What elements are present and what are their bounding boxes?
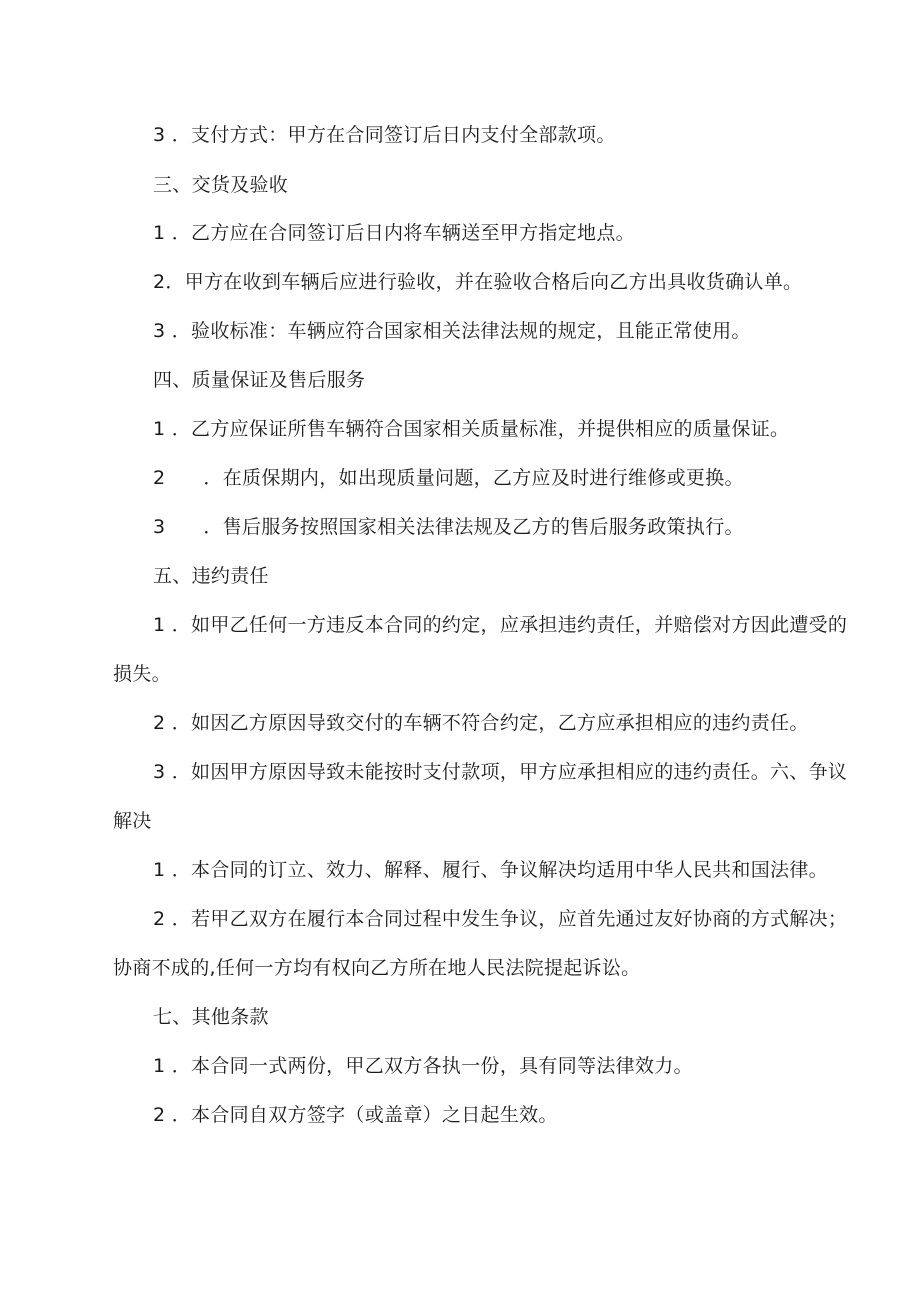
- text-line-4: 2．甲方在收到车辆后应进行验收，并在验收合格后向乙方出具收货确认单。: [153, 271, 803, 293]
- text-line-5: 3 ．验收标准：车辆应符合国家相关法律法规的规定，且能正常使用。: [153, 320, 751, 342]
- text-line-20: 1 ．本合同一式两份，甲乙双方各执一份，具有同等法律效力。: [153, 1055, 693, 1077]
- text-line-13: 2 ．如因乙方原因导致交付的车辆不符合约定，乙方应承担相应的违约责任。: [153, 712, 809, 734]
- text-line-16: 1 ．本合同的订立、效力、解释、履行、争议解决均适用中华人民共和国法律。: [153, 859, 828, 881]
- text-line-12: 损失。: [113, 663, 171, 685]
- text-line-8: 2 ．在质保期内，如出现质量问题，乙方应及时进行维修或更换。: [153, 467, 744, 489]
- section-heading-other: 七、其他条款: [153, 1006, 269, 1028]
- section-heading-delivery: 三、交货及验收: [153, 174, 289, 196]
- text-line-1: 3 ．支付方式：甲方在合同签订后日内支付全部款项。: [153, 124, 616, 146]
- text-line-7: 1 ．乙方应保证所售车辆符合国家相关质量标准，并提供相应的质量保证。: [153, 418, 790, 440]
- text-line-21: 2 ．本合同自双方签字（或盖章）之日起生效。: [153, 1104, 558, 1126]
- section-heading-quality: 四、质量保证及售后服务: [153, 369, 366, 391]
- text-line-18: 协商不成的,任何一方均有权向乙方所在地人民法院提起诉讼。: [113, 957, 641, 979]
- text-line-9: 3 ．售后服务按照国家相关法律法规及乙方的售后服务政策执行。: [153, 516, 744, 538]
- text-line-14: 3 ．如因甲方原因导致未能按时支付款项，甲方应承担相应的违约责任。六、争议: [153, 761, 848, 783]
- text-line-15: 解决: [113, 810, 152, 832]
- text-line-11: 1 ．如甲乙任何一方违反本合同的约定，应承担违约责任，并赔偿对方因此遭受的: [153, 614, 848, 636]
- text-line-17: 2 ．若甲乙双方在履行本合同过程中发生争议，应首先通过友好协商的方式解决；: [153, 908, 848, 930]
- section-heading-breach: 五、违约责任: [153, 565, 269, 587]
- text-line-3: 1 ．乙方应在合同签订后日内将车辆送至甲方指定地点。: [153, 222, 635, 244]
